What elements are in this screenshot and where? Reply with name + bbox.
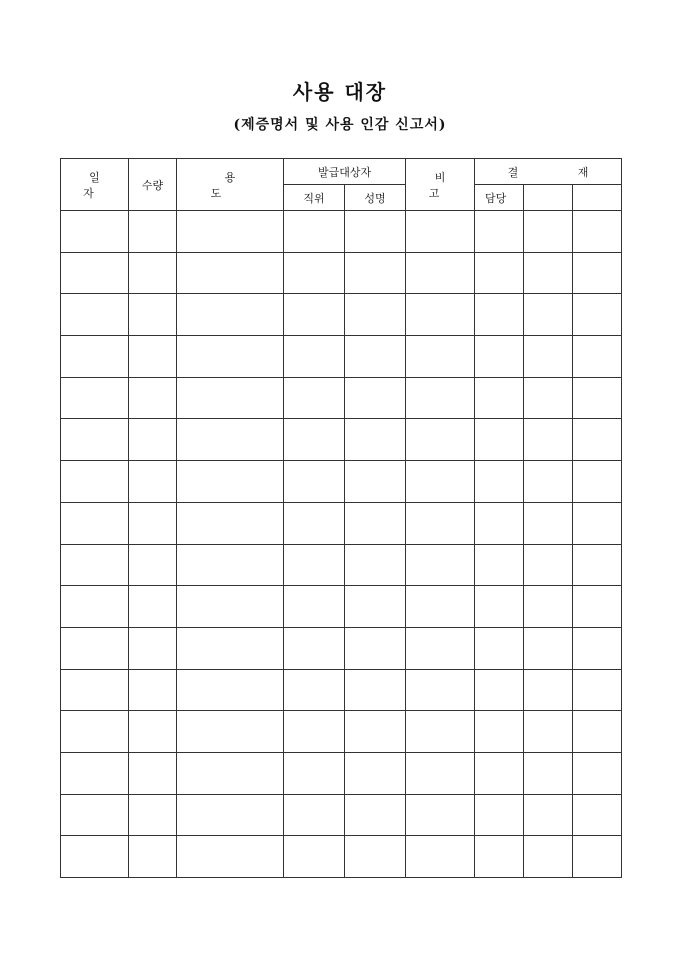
cell-name xyxy=(345,836,406,878)
cell-quantity xyxy=(129,377,177,419)
cell-date xyxy=(61,752,129,794)
header-date xyxy=(61,159,129,211)
cell-purpose xyxy=(177,752,284,794)
cell-approver-2 xyxy=(524,544,573,586)
cell-quantity xyxy=(129,544,177,586)
cell-in-charge xyxy=(475,419,524,461)
cell-approver-2 xyxy=(524,627,573,669)
cell-remarks xyxy=(406,586,475,628)
table-row xyxy=(61,294,622,336)
cell-name xyxy=(345,252,406,294)
cell-remarks xyxy=(406,627,475,669)
header-approval-label: 결 재 xyxy=(507,165,617,179)
header-remarks xyxy=(406,159,475,211)
cell-quantity xyxy=(129,502,177,544)
cell-approver-3 xyxy=(573,586,622,628)
table-row xyxy=(61,419,622,461)
cell-remarks xyxy=(406,711,475,753)
table-row xyxy=(61,336,622,378)
cell-approver-3 xyxy=(573,461,622,503)
header-approver-3 xyxy=(573,185,622,211)
cell-position xyxy=(284,586,345,628)
cell-approver-3 xyxy=(573,252,622,294)
cell-position xyxy=(284,752,345,794)
cell-quantity xyxy=(129,461,177,503)
cell-position xyxy=(284,211,345,253)
cell-approver-2 xyxy=(524,752,573,794)
cell-approver-3 xyxy=(573,294,622,336)
cell-in-charge xyxy=(475,502,524,544)
cell-quantity xyxy=(129,586,177,628)
cell-position xyxy=(284,461,345,503)
cell-purpose xyxy=(177,211,284,253)
page-title: 사용 대장 xyxy=(292,80,388,104)
header-approval xyxy=(475,159,622,185)
cell-purpose xyxy=(177,836,284,878)
cell-in-charge xyxy=(475,627,524,669)
table-row xyxy=(61,752,622,794)
cell-date xyxy=(61,461,129,503)
cell-name xyxy=(345,461,406,503)
cell-remarks xyxy=(406,752,475,794)
cell-approver-2 xyxy=(524,377,573,419)
cell-purpose xyxy=(177,586,284,628)
cell-name xyxy=(345,669,406,711)
cell-date xyxy=(61,544,129,586)
cell-purpose xyxy=(177,252,284,294)
cell-quantity xyxy=(129,336,177,378)
table-row xyxy=(61,711,622,753)
cell-position xyxy=(284,627,345,669)
cell-approver-2 xyxy=(524,211,573,253)
cell-approver-3 xyxy=(573,794,622,836)
cell-in-charge xyxy=(475,669,524,711)
cell-purpose xyxy=(177,461,284,503)
cell-remarks xyxy=(406,794,475,836)
cell-quantity xyxy=(129,627,177,669)
cell-approver-3 xyxy=(573,502,622,544)
cell-date xyxy=(61,794,129,836)
header-position xyxy=(284,185,345,211)
cell-name xyxy=(345,294,406,336)
cell-approver-3 xyxy=(573,836,622,878)
cell-approver-2 xyxy=(524,586,573,628)
cell-approver-3 xyxy=(573,711,622,753)
cell-purpose xyxy=(177,294,284,336)
header-in-charge-label: 담당 xyxy=(485,191,507,205)
cell-quantity xyxy=(129,252,177,294)
cell-approver-3 xyxy=(573,377,622,419)
header-date-label: 일 자 xyxy=(83,170,112,200)
table-row xyxy=(61,836,622,878)
cell-approver-2 xyxy=(524,836,573,878)
cell-name xyxy=(345,794,406,836)
cell-remarks xyxy=(406,502,475,544)
cell-date xyxy=(61,669,129,711)
cell-name xyxy=(345,336,406,378)
cell-approver-2 xyxy=(524,794,573,836)
cell-approver-3 xyxy=(573,752,622,794)
cell-quantity xyxy=(129,711,177,753)
cell-approver-3 xyxy=(573,669,622,711)
cell-position xyxy=(284,544,345,586)
table-row xyxy=(61,669,622,711)
header-purpose-label: 용 도 xyxy=(210,170,264,200)
cell-remarks xyxy=(406,669,475,711)
cell-date xyxy=(61,211,129,253)
cell-position xyxy=(284,711,345,753)
table-row xyxy=(61,252,622,294)
cell-quantity xyxy=(129,794,177,836)
header-purpose xyxy=(177,159,284,211)
cell-name xyxy=(345,419,406,461)
cell-in-charge xyxy=(475,794,524,836)
cell-name xyxy=(345,377,406,419)
header-name-label: 성명 xyxy=(364,191,386,205)
table-row xyxy=(61,586,622,628)
cell-purpose xyxy=(177,711,284,753)
cell-date xyxy=(61,377,129,419)
cell-remarks xyxy=(406,836,475,878)
cell-purpose xyxy=(177,377,284,419)
cell-quantity xyxy=(129,211,177,253)
cell-position xyxy=(284,336,345,378)
page-subtitle: (제증명서 및 사용 인감 신고서) xyxy=(233,117,447,133)
cell-date xyxy=(61,419,129,461)
cell-remarks xyxy=(406,544,475,586)
cell-remarks xyxy=(406,336,475,378)
cell-position xyxy=(284,294,345,336)
header-name xyxy=(345,185,406,211)
cell-name xyxy=(345,752,406,794)
table-row xyxy=(61,627,622,669)
cell-date xyxy=(61,627,129,669)
cell-date xyxy=(61,502,129,544)
cell-name xyxy=(345,211,406,253)
cell-name xyxy=(345,586,406,628)
cell-purpose xyxy=(177,336,284,378)
cell-purpose xyxy=(177,419,284,461)
cell-name xyxy=(345,627,406,669)
cell-position xyxy=(284,252,345,294)
cell-approver-2 xyxy=(524,711,573,753)
cell-position xyxy=(284,794,345,836)
cell-approver-3 xyxy=(573,544,622,586)
header-position-label: 직위 xyxy=(303,191,325,205)
cell-approver-2 xyxy=(524,252,573,294)
cell-date xyxy=(61,836,129,878)
cell-date xyxy=(61,252,129,294)
header-issue-target xyxy=(284,159,406,185)
cell-in-charge xyxy=(475,711,524,753)
table-row xyxy=(61,461,622,503)
header-issue-target-label: 발급대상자 xyxy=(317,165,372,179)
cell-in-charge xyxy=(475,461,524,503)
table-row xyxy=(61,502,622,544)
cell-purpose xyxy=(177,502,284,544)
cell-quantity xyxy=(129,752,177,794)
cell-position xyxy=(284,836,345,878)
cell-approver-2 xyxy=(524,669,573,711)
cell-name xyxy=(345,544,406,586)
header-approver-2 xyxy=(524,185,573,211)
cell-quantity xyxy=(129,836,177,878)
header-quantity xyxy=(129,159,177,211)
ledger-body xyxy=(61,211,622,878)
cell-name xyxy=(345,502,406,544)
cell-date xyxy=(61,711,129,753)
cell-approver-2 xyxy=(524,419,573,461)
cell-date xyxy=(61,294,129,336)
cell-position xyxy=(284,502,345,544)
cell-in-charge xyxy=(475,544,524,586)
cell-approver-2 xyxy=(524,502,573,544)
table-row xyxy=(61,794,622,836)
cell-in-charge xyxy=(475,586,524,628)
table-row xyxy=(61,377,622,419)
cell-remarks xyxy=(406,377,475,419)
usage-ledger-table xyxy=(60,158,622,878)
header-quantity-label: 수량 xyxy=(141,178,164,192)
cell-in-charge xyxy=(475,336,524,378)
cell-purpose xyxy=(177,544,284,586)
cell-purpose xyxy=(177,669,284,711)
cell-approver-3 xyxy=(573,419,622,461)
cell-quantity xyxy=(129,669,177,711)
cell-approver-3 xyxy=(573,627,622,669)
cell-quantity xyxy=(129,294,177,336)
cell-in-charge xyxy=(475,294,524,336)
cell-in-charge xyxy=(475,377,524,419)
cell-in-charge xyxy=(475,211,524,253)
cell-remarks xyxy=(406,419,475,461)
cell-approver-2 xyxy=(524,336,573,378)
cell-approver-2 xyxy=(524,461,573,503)
cell-quantity xyxy=(129,419,177,461)
header-in-charge xyxy=(475,185,524,211)
cell-remarks xyxy=(406,461,475,503)
cell-position xyxy=(284,377,345,419)
cell-remarks xyxy=(406,252,475,294)
header-remarks-label: 비 고 xyxy=(428,170,458,200)
cell-date xyxy=(61,336,129,378)
cell-purpose xyxy=(177,627,284,669)
cell-purpose xyxy=(177,794,284,836)
table-row xyxy=(61,211,622,253)
cell-approver-3 xyxy=(573,336,622,378)
table-row xyxy=(61,544,622,586)
cell-remarks xyxy=(406,211,475,253)
cell-in-charge xyxy=(475,752,524,794)
cell-remarks xyxy=(406,294,475,336)
cell-approver-3 xyxy=(573,211,622,253)
cell-name xyxy=(345,711,406,753)
cell-in-charge xyxy=(475,252,524,294)
cell-position xyxy=(284,419,345,461)
cell-position xyxy=(284,669,345,711)
cell-in-charge xyxy=(475,836,524,878)
cell-date xyxy=(61,586,129,628)
cell-approver-2 xyxy=(524,294,573,336)
